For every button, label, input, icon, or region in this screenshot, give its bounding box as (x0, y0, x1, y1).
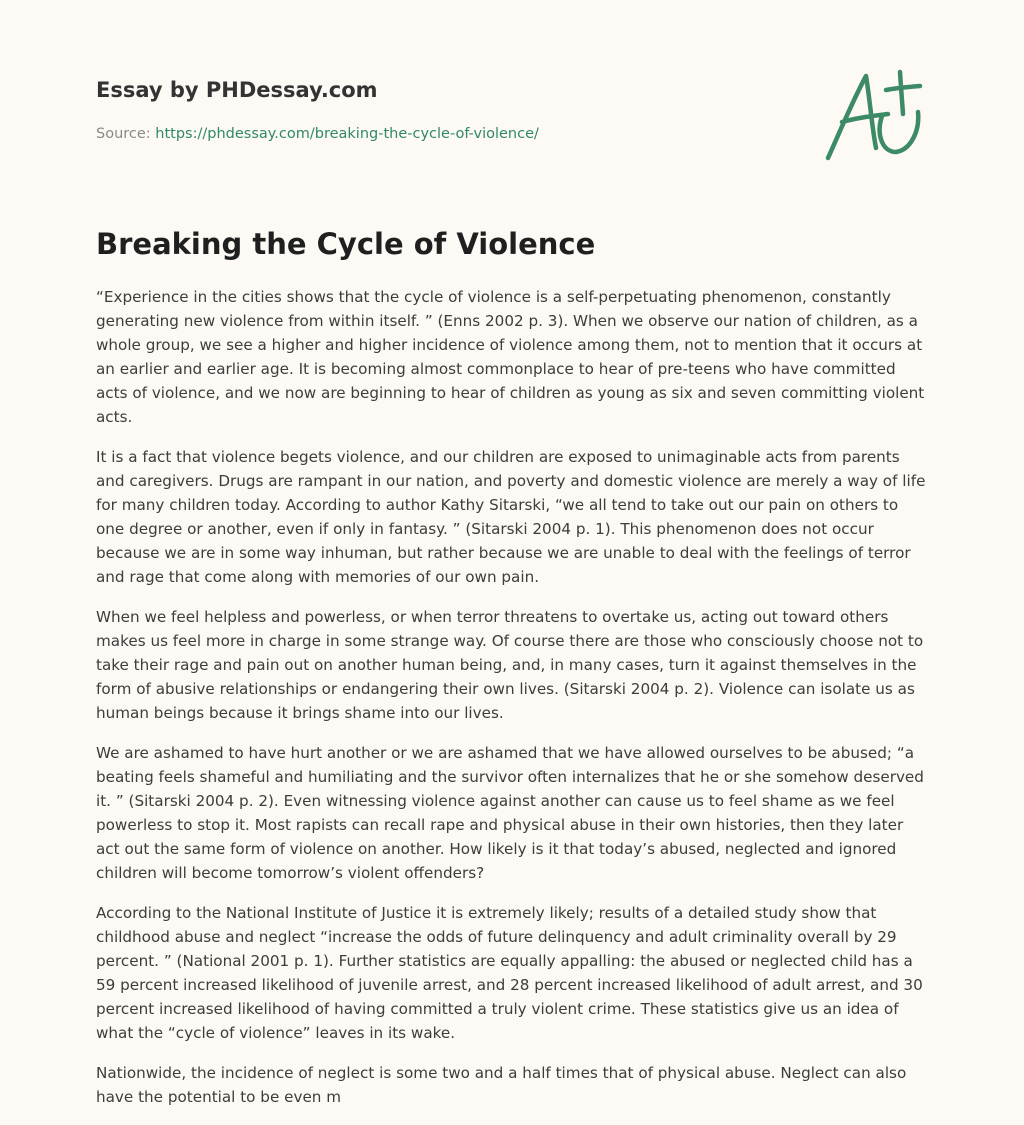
essay-body (96, 285, 930, 1125)
essay-paragraph: According to the National Institute of Justice it is extremely likely; results of a detailed study show that childhood abuse and neglect “increase the odds of future delinquency and adult criminality overall by 29 percent. ” (National 2001 p. 1). Further statistics are equally appalling: the abused or neglected child has a 59 percent increased likelihood of juvenile arrest, and 28 percent increased likelihood of adult arrest, and 30 percent increased likelihood of having committed a truly violent crime. These statistics give us an idea of what the “cycle of violence” leaves in its wake. (96, 904, 923, 1042)
essay-paragraph: “Experience in the cities shows that the cycle of violence is a self-perpetuating phenomenon, constantly generating new violence from within itself. ” (Enns 2002 p. 3). When we observe our nation of children, as a whole group, we see a higher and higher incidence of violence among them, not to mention that it occurs at an earlier and earlier age. It is becoming almost commonplace to hear of pre-teens who have committed acts of violence, and we now are beginning to hear of children as young as six and seven committing violent acts. (96, 288, 925, 426)
source-link[interactable]: https://phdessay.com/breaking-the-cycle-of-violence/ (155, 126, 539, 142)
header (96, 76, 796, 144)
brand-title: Essay by PHDessay.com (96, 78, 378, 102)
essay-paragraph: When we feel helpless and powerless, or when terror threatens to overtake us, acting out toward others makes us feel more in charge in some strange way. Of course there are those who consciously choose not to take their rage and pain out on another human being, and, in many cases, turn it against themselves in the form of abusive relationships or endangering their own lives. (Sitarski 2004 p. 2). Violence can isolate us as human beings because it brings shame into our lives. (96, 608, 924, 722)
essay-paragraph: Nationwide, the incidence of neglect is some two and a half times that of physical abuse. Neglect can also have the potential to be even m (96, 1064, 907, 1106)
source-label: Source: (96, 126, 156, 142)
essay-title: Breaking the Cycle of Violence (96, 227, 596, 261)
essay-paragraph: We are ashamed to have hurt another or we are ashamed that we have allowed ourselves to be abused; “a beating feels shameful and humiliating and the survivor often internalizes that he or she somehow deserved it. ” (Sitarski 2004 p. 2). Even witnessing violence against another can cause us to feel shame as we feel powerless to stop it. Most rapists can recall rape and physical abuse in their own histories, then they later act out the same form of violence on another. How likely is it that today’s abused, neglected and ignored children will become tomorrow’s violent offenders? (96, 744, 924, 882)
a-plus-grade-icon (822, 66, 928, 166)
essay-paragraph: It is a fact that violence begets violence, and our children are exposed to unimaginable acts from parents and caregivers. Drugs are rampant in our nation, and poverty and domestic violence are merely a way of life for many children today. According to author Kathy Sitarski, “we all tend to take out our pain on others to one degree or another, even if only in fantasy. ” (Sitarski 2004 p. 1). This phenomenon does not occur because we are in some way inhuman, but rather because we are unable to deal with the feelings of terror and rage that come along with memories of our own pain. (96, 448, 926, 586)
source-line (96, 124, 796, 144)
